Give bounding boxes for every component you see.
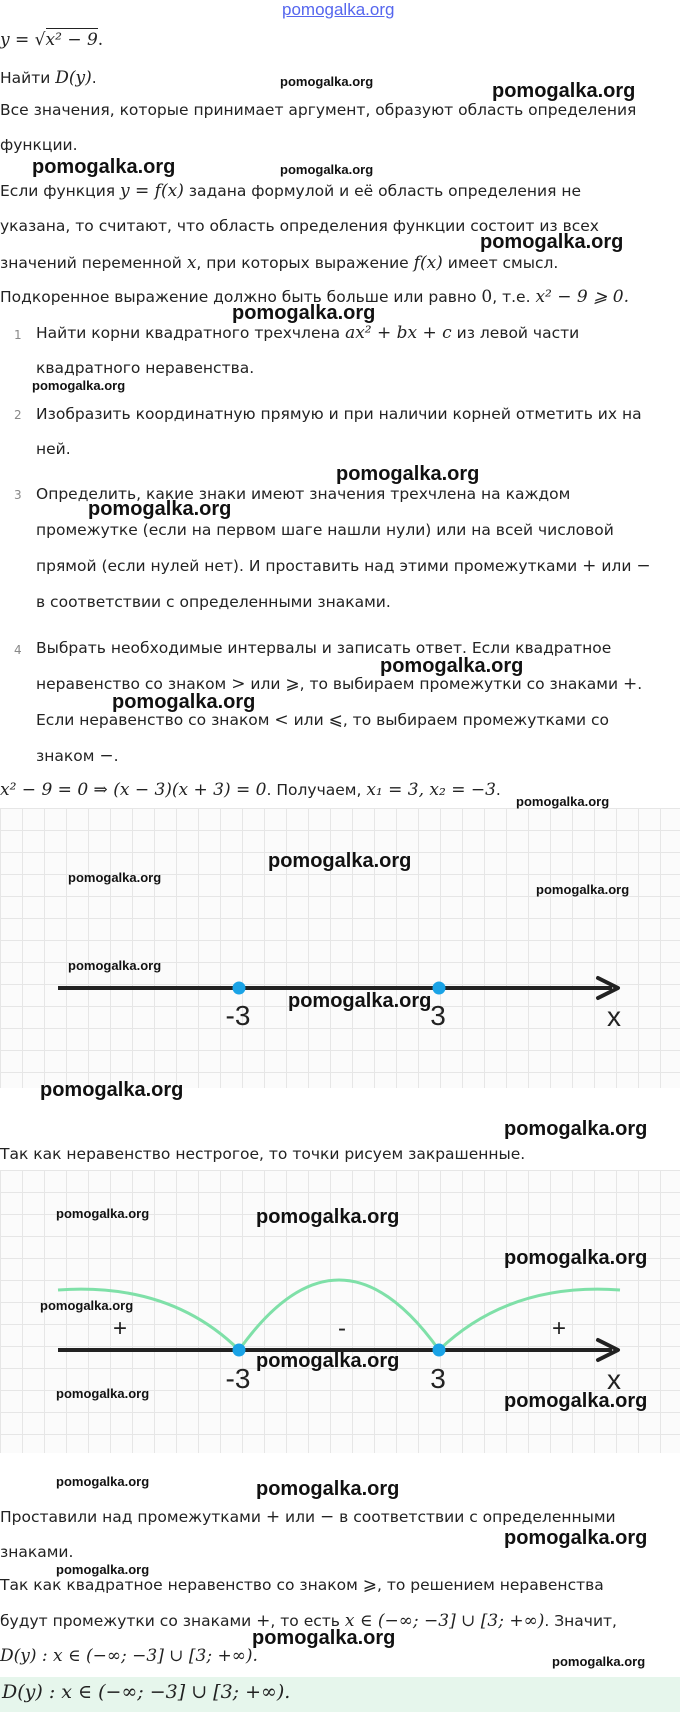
step-1-line2: квадратного неравенства.: [36, 359, 255, 377]
root-label-right: 3: [430, 1000, 446, 1031]
step-number: 1: [14, 328, 22, 342]
watermark: pomogalka.org: [504, 1390, 648, 1412]
watermark: pomogalka.org: [536, 882, 630, 897]
paragraph-function-line2: указана, то считают, что область определения функции состоит из всех: [0, 217, 599, 235]
step-number: 2: [14, 408, 22, 422]
watermark: pomogalka.org: [280, 162, 374, 177]
watermark: pomogalka.org: [256, 1478, 400, 1500]
sign-label-left: +: [112, 1315, 128, 1342]
solution-line: x² − 9 = 0 ⇒ (x − 3)(x + 3) = 0. Получаем, x₁ = 3, x₂ = −3.: [0, 780, 501, 800]
paragraph-domain-line2: функции.: [0, 136, 78, 154]
watermark: pomogalka.org: [336, 463, 480, 485]
sign-arc-right: [439, 1289, 620, 1350]
watermark: pomogalka.org: [88, 498, 232, 520]
paragraph-conclusion-line3: D(y) : x ∈ (−∞; −3] ∪ [3; +∞).: [0, 1646, 258, 1666]
watermark: pomogalka.org: [256, 1350, 400, 1372]
watermark: pomogalka.org: [288, 990, 432, 1012]
axis-label: x: [607, 1001, 621, 1032]
paragraph-radicand: Подкоренное выражение должно быть больше или равно 0, т.е. x² − 9 ⩾ 0.: [0, 287, 629, 307]
watermark: pomogalka.org: [40, 1298, 134, 1313]
step-3-line2: промежутке (если на первом шаге нашли нули) или на всей числовой: [36, 521, 614, 539]
paragraph-domain-line1: Все значения, которые принимает аргумент, образуют область определения: [0, 101, 637, 119]
watermark: pomogalka.org: [112, 691, 256, 713]
step-4-line3: Если неравенство со знаком < или ⩽, то выбираем промежутками со: [36, 710, 610, 730]
watermark: pomogalka.org: [56, 1474, 150, 1489]
watermark: pomogalka.org: [256, 1206, 400, 1228]
watermark: pomogalka.org: [492, 80, 636, 102]
root-point-left: [233, 982, 246, 995]
step-3-line3: прямой (если нулей нет). И проставить над этими промежутками + или −: [36, 556, 651, 576]
step-4-line1: Выбрать необходимые интервалы и записать ответ. Если квадратное: [36, 639, 612, 657]
step-number: 3: [14, 488, 22, 502]
root-point-left: [233, 1344, 246, 1357]
paragraph-function-line3: значений переменной x, при которых выражение f(x) имеет смысл.: [0, 253, 559, 273]
watermark: pomogalka.org: [232, 302, 376, 324]
step-number: 4: [14, 643, 22, 657]
root-point-right: [433, 1344, 446, 1357]
paragraph-conclusion-line1: Так как квадратное неравенство со знаком ⩾, то решением неравенства: [0, 1575, 604, 1595]
axis-label: x: [607, 1364, 621, 1395]
watermark: pomogalka.org: [480, 231, 624, 253]
step-3-line1: Определить, какие знаки имеют значения трехчлена на каждом: [36, 485, 571, 503]
watermark: pomogalka.org: [32, 378, 126, 393]
watermark: pomogalka.org: [56, 1386, 150, 1401]
function-formula: y = √x² − 9.: [0, 30, 104, 50]
watermark: pomogalka.org: [68, 870, 162, 885]
watermark: pomogalka.org: [380, 655, 524, 677]
watermark: pomogalka.org: [56, 1562, 150, 1577]
watermark: pomogalka.org: [40, 1079, 184, 1101]
sign-label-middle: -: [338, 1315, 346, 1342]
root-point-right: [433, 982, 446, 995]
step-2-line2: ней.: [36, 440, 71, 458]
answer-box: [0, 1677, 680, 1712]
answer-text: D(y) : x ∈ (−∞; −3] ∪ [3; +∞).: [2, 1681, 291, 1703]
watermark: pomogalka.org: [252, 1627, 396, 1649]
sign-label-right: +: [551, 1315, 567, 1342]
watermark: pomogalka.org: [504, 1118, 648, 1140]
paragraph-signs-line1: Проставили над промежутками + или − в соответствии с определенными: [0, 1507, 616, 1527]
note-closed-points: Так как неравенство нестрогое, то точки рисуем закрашенные.: [0, 1145, 526, 1163]
step-2-line1: Изобразить координатную прямую и при наличии корней отметить их на: [36, 405, 642, 423]
root-label-left: -3: [225, 1000, 251, 1031]
paragraph-conclusion-line2: будут промежутки со знаками +, то есть x ∈ (−∞; −3] ∪ [3; +∞). Значит,: [0, 1611, 617, 1631]
watermark: pomogalka.org: [504, 1527, 648, 1549]
watermark: pomogalka.org: [32, 156, 176, 178]
step-3-line4: в соответствии с определенными знаками.: [36, 593, 391, 611]
step-1-line1: Найти корни квадратного трехчлена ax² + bx + c из левой части: [36, 323, 580, 343]
watermark: pomogalka.org: [516, 794, 610, 809]
watermark: pomogalka.org: [280, 74, 374, 89]
step-4-line4: знаком −.: [36, 746, 119, 766]
watermark: pomogalka.org: [68, 958, 162, 973]
paragraph-function-line1: Если функция y = f(x) задана формулой и её область определения не: [0, 181, 581, 201]
root-label-left: -3: [225, 1363, 251, 1394]
watermark: pomogalka.org: [56, 1206, 150, 1221]
task-find: Найти D(y).: [0, 68, 97, 88]
root-label-right: 3: [430, 1363, 446, 1394]
step-4-line2: неравенство со знаком > или ⩾, то выбираем промежутки со знаками +.: [36, 674, 643, 694]
watermark: pomogalka.org: [552, 1654, 646, 1669]
watermark: pomogalka.org: [268, 850, 412, 872]
site-logo[interactable]: pomogalka.org: [282, 0, 395, 19]
watermark: pomogalka.org: [504, 1247, 648, 1269]
paragraph-signs-line2: знаками.: [0, 1543, 74, 1561]
